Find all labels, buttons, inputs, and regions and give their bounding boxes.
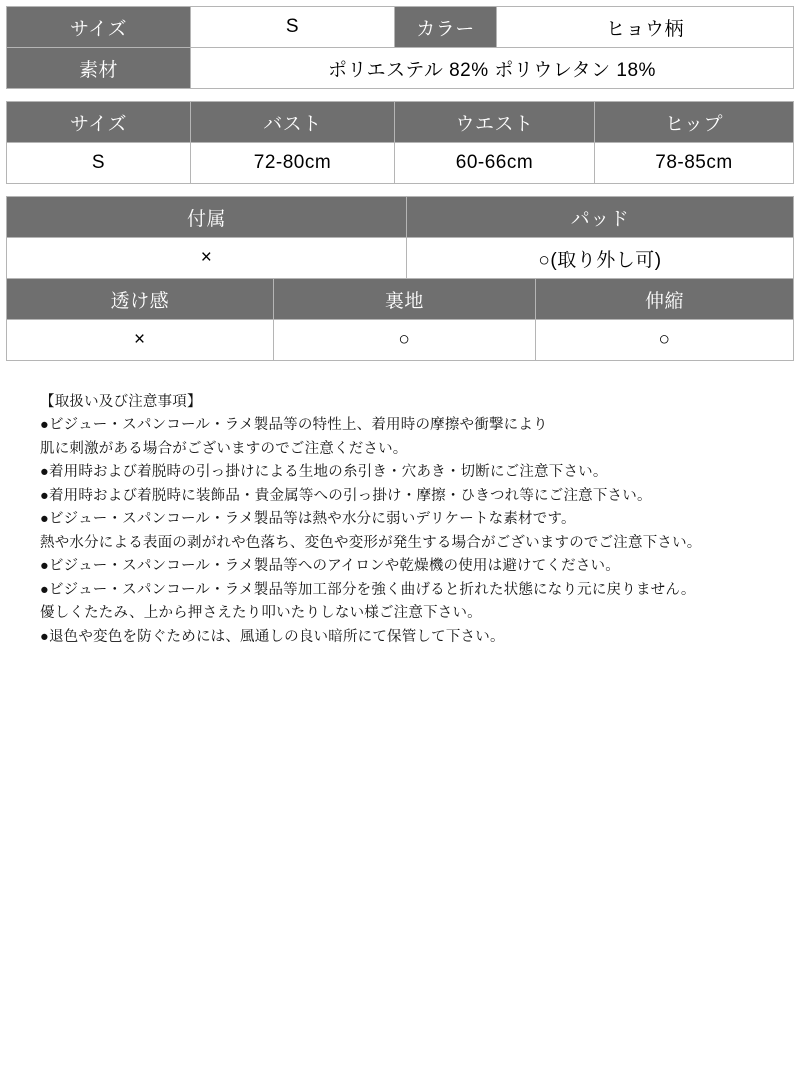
material-value: ポリエステル 82% ポリウレタン 18% [191, 48, 794, 89]
care-note-line: 優しくたたみ、上から押さえたり叩いたりしない様ご注意下さい。 [40, 605, 482, 622]
cell-accessory: × [7, 238, 407, 279]
care-note-line: 熱や水分による表面の剥がれや色落ち、変色や変形が発生する場合がございますのでご注意下さい。 [40, 534, 702, 551]
table-row [7, 7, 794, 48]
care-note-line: ●退色や変色を防ぐためには、風通しの良い暗所にて保管して下さい。 [40, 628, 505, 645]
col-header-size: サイズ [7, 102, 191, 143]
care-notes [6, 391, 794, 649]
basic-spec-table [6, 6, 794, 89]
material-label: 素材 [7, 48, 191, 89]
care-note-line: ●着用時および着脱時に装飾品・貴金属等への引っ掛け・摩擦・ひきつれ等にご注意下さい。 [40, 487, 652, 504]
table-row [7, 48, 794, 89]
care-note-line: ●ビジュー・スパンコール・ラメ製品等へのアイロンや乾燥機の使用は避けてください。 [40, 558, 620, 575]
col-header-hip: ヒップ [595, 102, 794, 143]
measurements-table [6, 101, 794, 184]
size-label: サイズ [7, 7, 191, 48]
table-header-row [7, 197, 794, 238]
col-header-lining: 裏地 [273, 279, 535, 320]
cell-hip: 78-85cm [595, 143, 794, 184]
table-row [7, 320, 794, 361]
color-label: カラー [395, 7, 497, 48]
col-header-stretch: 伸縮 [536, 279, 794, 320]
col-header-sheerness: 透け感 [7, 279, 274, 320]
cell-stretch: ○ [536, 320, 794, 361]
table-header-row [7, 102, 794, 143]
care-note-line: ●着用時および着脱時の引っ掛けによる生地の糸引き・穴あき・切断にご注意下さい。 [40, 464, 608, 481]
col-header-waist: ウエスト [395, 102, 595, 143]
cell-size: S [7, 143, 191, 184]
care-notes-title: 【取扱い及び注意事項】 [40, 394, 202, 410]
cell-waist: 60-66cm [395, 143, 595, 184]
cell-sheerness: × [7, 320, 274, 361]
care-note-line: ●ビジュー・スパンコール・ラメ製品等の特性上、着用時の摩擦や衝撃により [40, 417, 548, 434]
color-value: ヒョウ柄 [497, 7, 794, 48]
cell-lining: ○ [273, 320, 535, 361]
col-header-bust: バスト [191, 102, 395, 143]
cell-bust: 72-80cm [191, 143, 395, 184]
care-note-line: ●ビジュー・スパンコール・ラメ製品等は熱や水分に弱いデリケートな素材です。 [40, 511, 576, 528]
table-header-row [7, 279, 794, 320]
care-note-line: ●ビジュー・スパンコール・ラメ製品等加工部分を強く曲げると折れた状態になり元に戻りません。 [40, 581, 696, 598]
size-value: S [191, 7, 395, 48]
col-header-pad: パッド [407, 197, 794, 238]
features-table [6, 196, 794, 361]
cell-pad: ○(取り外し可) [407, 238, 794, 279]
table-row [7, 143, 794, 184]
care-note-line: 肌に刺激がある場合がございますのでご注意ください。 [40, 440, 408, 457]
table-row [7, 238, 794, 279]
col-header-accessory: 付属 [7, 197, 407, 238]
